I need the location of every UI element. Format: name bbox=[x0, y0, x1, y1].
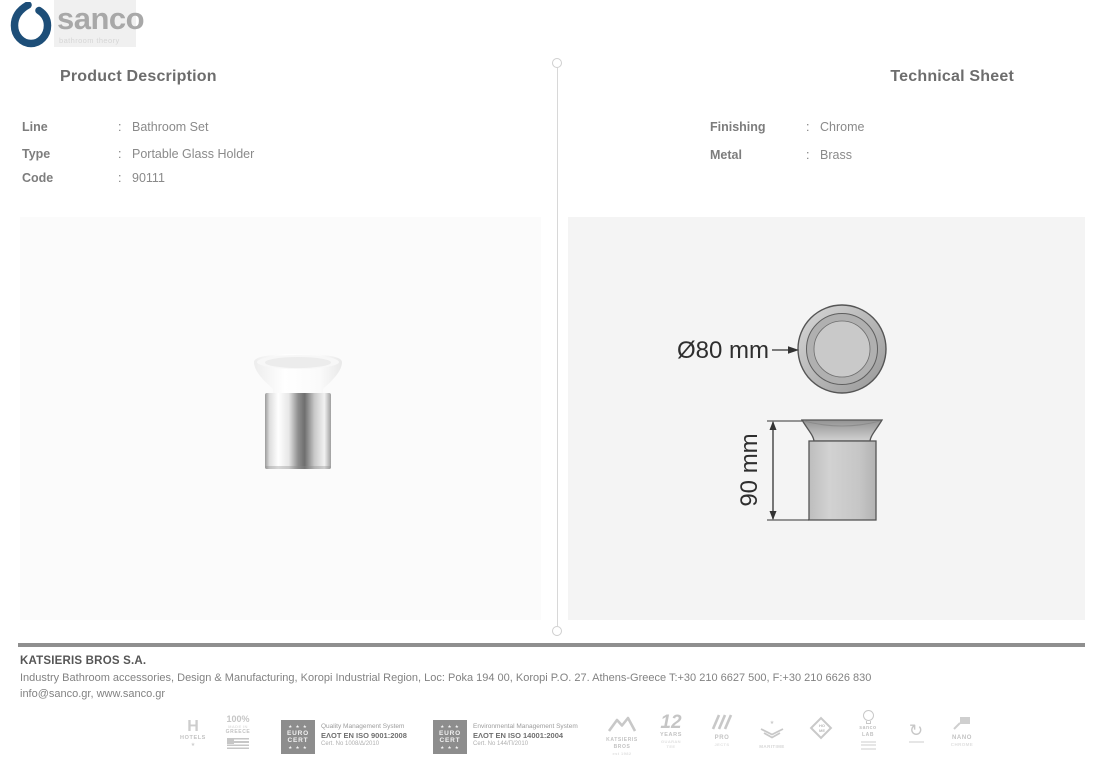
eurocert-stars: ★ ★ ★ bbox=[440, 745, 460, 750]
greece-percent: 100% bbox=[226, 714, 250, 724]
guarantee-badge bbox=[650, 713, 692, 749]
sanco-lab-badge bbox=[848, 710, 888, 750]
footer-company-name: KATSIERIS BROS S.A. bbox=[20, 655, 147, 667]
eco-fineprint bbox=[909, 741, 924, 743]
katsieris-line1: KATSIERIS bbox=[606, 737, 638, 743]
lab-line1: sanco bbox=[859, 725, 877, 731]
lab-line2: LAB bbox=[861, 732, 875, 738]
eurocert-word-euro: EURO bbox=[439, 730, 461, 737]
guarantee-number: 12 bbox=[660, 712, 682, 733]
sanco-drop-icon bbox=[8, 2, 54, 48]
mountains-icon bbox=[607, 716, 637, 732]
waves-icon bbox=[759, 727, 785, 739]
spec-separator: : bbox=[118, 147, 122, 161]
spec-separator: : bbox=[118, 171, 122, 185]
side-view-drawing bbox=[802, 420, 882, 520]
top-view-drawing bbox=[798, 305, 886, 393]
hotels-label: HOTELS bbox=[180, 735, 206, 741]
iso9001-standard: EΛOT EN ISO 9001:2008 bbox=[321, 731, 407, 740]
slashes-icon bbox=[710, 714, 734, 730]
spec-separator: : bbox=[806, 120, 810, 134]
spec-label: Metal bbox=[710, 148, 742, 162]
nano-chrome-badge bbox=[940, 717, 984, 747]
spec-label: Finishing bbox=[710, 120, 766, 134]
greece-label: GREECE bbox=[225, 729, 251, 735]
maritime-label: MARITIME bbox=[759, 744, 785, 749]
made-in-greece-badge bbox=[218, 715, 258, 750]
recycle-arrow-icon: ↻ bbox=[908, 721, 924, 740]
greece-made-in: MADE IN bbox=[228, 724, 248, 729]
home-line2: ME bbox=[819, 728, 825, 733]
glass-holder-photo bbox=[252, 353, 344, 473]
lab-fineprint bbox=[861, 748, 876, 750]
guarantee-line2: GUARAN bbox=[661, 739, 681, 744]
spec-value: 90111 bbox=[132, 171, 165, 185]
footer-contact: info@sanco.gr, www.sanco.gr bbox=[20, 688, 166, 700]
greek-flag-icon bbox=[227, 738, 249, 750]
spec-value: Bathroom Set bbox=[132, 120, 209, 134]
iso14001-cert-no: Cert. No 144/Π/2010 bbox=[473, 741, 529, 747]
eurocert-environment-icon bbox=[433, 720, 467, 754]
katsieris-bros-badge bbox=[598, 716, 646, 756]
brand-name: sanco bbox=[57, 1, 145, 36]
lab-fineprint bbox=[861, 741, 876, 743]
pro-sub-label: JECTS bbox=[714, 742, 730, 747]
brand-tagline: bathroom theory bbox=[59, 36, 120, 45]
hotels-star-icon: ★ bbox=[190, 742, 196, 748]
pro-badge bbox=[701, 714, 743, 747]
eurocert-word-euro: EURO bbox=[287, 730, 309, 737]
spec-separator: : bbox=[118, 120, 122, 134]
diameter-label: Ø80 mm bbox=[676, 337, 769, 364]
hotels-badge bbox=[172, 718, 214, 748]
spec-value: Portable Glass Holder bbox=[132, 147, 255, 161]
footer-address: Industry Bathroom accessories, Design & Manufacturing, Koropi Industrial Region, Loc: Poka 194 00, Koropi P.O. 27. Athens-Greece T:+30 210 6627 500, F:+30 210 6626 830 bbox=[20, 672, 872, 684]
divider-bottom-circle bbox=[552, 626, 562, 636]
pro-label: PRO bbox=[714, 735, 730, 741]
spec-row-metal bbox=[710, 148, 852, 162]
eurocert-stars: ★ ★ ★ bbox=[288, 724, 308, 729]
spec-separator: : bbox=[806, 148, 810, 162]
spec-row-finishing bbox=[710, 120, 864, 134]
home-badge bbox=[803, 717, 841, 743]
product-photo-panel bbox=[20, 217, 541, 620]
footer-divider-bar bbox=[18, 643, 1085, 647]
eurocert-quality-icon bbox=[281, 720, 315, 754]
height-label: 90 mm bbox=[736, 433, 763, 507]
spec-value: Chrome bbox=[820, 120, 865, 134]
technical-drawing bbox=[568, 217, 1085, 620]
spec-value: Brass bbox=[820, 148, 852, 162]
maritime-star-icon: ★ bbox=[769, 720, 775, 726]
iso14001-system: Environmental Management System bbox=[473, 723, 578, 730]
katsieris-line2: BROS bbox=[613, 744, 631, 750]
technical-sheet-title: Technical Sheet bbox=[890, 68, 1014, 85]
eco-badge bbox=[898, 722, 934, 743]
technical-drawing-panel bbox=[568, 217, 1085, 620]
home-line1: HO bbox=[819, 723, 825, 728]
maritime-badge bbox=[748, 720, 796, 749]
spec-row-line bbox=[22, 120, 208, 134]
iso14001-text bbox=[473, 723, 593, 748]
iso9001-cert-no: Cert. No 1008/Δ/2010 bbox=[321, 741, 380, 747]
spec-row-type bbox=[22, 147, 254, 161]
vertical-divider bbox=[557, 68, 558, 626]
product-description-title: Product Description bbox=[60, 68, 217, 85]
eurocert-word-cert: CERT bbox=[287, 737, 309, 744]
iso9001-text bbox=[321, 723, 431, 748]
spec-row-code bbox=[22, 171, 165, 185]
nano-line1: NANO bbox=[951, 735, 973, 741]
katsieris-line3: est 1982 bbox=[612, 751, 632, 756]
spec-label: Code bbox=[22, 171, 54, 185]
spec-label: Type bbox=[22, 147, 51, 161]
iso9001-system: Quality Management System bbox=[321, 723, 405, 730]
divider-top-circle bbox=[552, 58, 562, 68]
eurocert-stars: ★ ★ ★ bbox=[440, 724, 460, 729]
eurocert-stars: ★ ★ ★ bbox=[288, 745, 308, 750]
lightbulb-icon bbox=[863, 710, 874, 721]
diameter-dimension bbox=[677, 337, 799, 364]
guarantee-years: YEARS bbox=[660, 732, 682, 738]
iso14001-standard: EΛOT EN ISO 14001:2004 bbox=[473, 731, 564, 740]
lab-fineprint bbox=[861, 744, 876, 746]
lightbulb-base bbox=[866, 721, 871, 724]
nano-line2: CHROME bbox=[950, 742, 974, 747]
hotels-icon: H bbox=[187, 718, 199, 735]
spec-label: Line bbox=[22, 120, 48, 134]
eurocert-word-cert: CERT bbox=[439, 737, 461, 744]
guarantee-line3: TEE bbox=[666, 744, 676, 749]
nano-particle-icon bbox=[953, 717, 971, 730]
height-dimension bbox=[736, 421, 809, 520]
